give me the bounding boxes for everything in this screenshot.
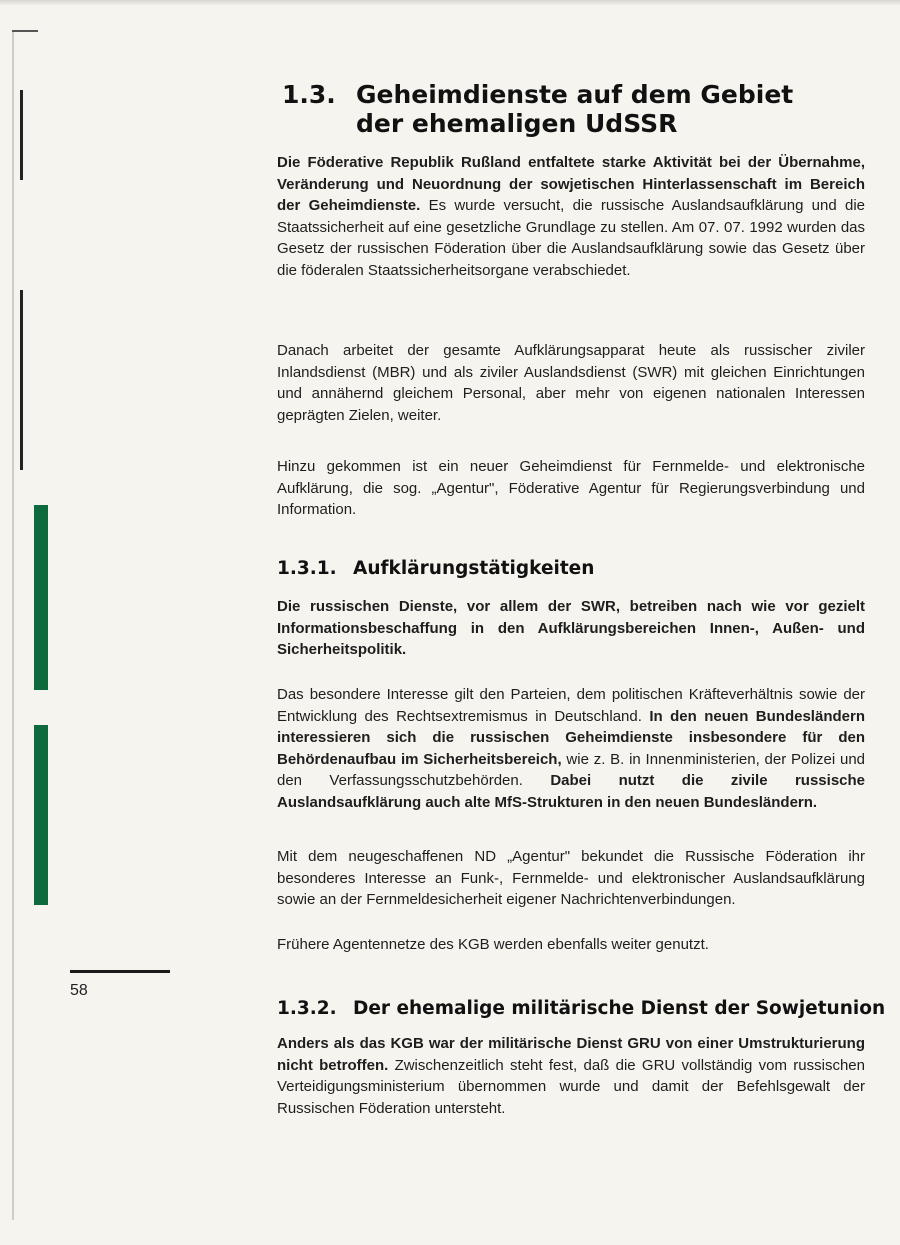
section-1-paragraph-4: Frühere Agentennetze des KGB werden ebenfalls weiter genutzt. [277, 936, 709, 953]
section-number: 1.3.1. [277, 558, 337, 579]
section-1-paragraph-1 [277, 596, 865, 661]
chapter-number: 1.3. [282, 80, 336, 109]
section-1-paragraph-1-bold: Die russischen Dienste, vor allem der SWR, betreiben nach wie vor gezielt Informationsbeschaffung in den Aufklärungsbereichen Innen-, Außen- und Sicherheitspolitik. [277, 598, 865, 658]
section-1-paragraph-2 [277, 684, 865, 813]
intro-paragraph-2: Danach arbeitet der gesamte Aufklärungsapparat heute als russischer ziviler Inlandsdienst (MBR) und als ziviler Auslandsdienst (SWR) mit gleichen Einrichtungen und annähernd gleichem Personal, aber mehr von eigenen nationalen Interessen geprägten Zielen, weiter. [277, 342, 865, 424]
chapter-title-line1: Geheimdienste auf dem Gebiet [356, 80, 794, 109]
section-1-paragraph-2-text-1: Das besondere Interesse gilt den Parteien, dem politischen Kräfteverhältnis sowie der Entwicklung des Rechtsextremismus in Deutschland. [277, 686, 865, 725]
section-1-paragraph-2-bold-2: Dabei nutzt die zivile russische Auslandsaufklärung auch alte MfS-Strukturen in den neuen Bundesländern. [277, 772, 866, 811]
intro-paragraph-1-text: Es wurde versucht, die russische Auslandsaufklärung und die Staatssicherheit auf eine gesetzliche Grundlage zu stellen. Am 07. 07. 1992 wurden das Gesetz der russischen Föderation über die Auslandsaufklärung sowie das Gesetz über die föderalen Staatssicherheitsorgane verabschiedet. [277, 197, 865, 279]
scan-edge-left [12, 30, 14, 1220]
margin-color-bar [34, 725, 48, 905]
section-2-paragraph-1 [277, 1033, 865, 1119]
intro-paragraph-3: Hinzu gekommen ist ein neuer Geheimdienst für Fernmelde- und elektronische Aufklärung, die sog. „Agentur", Föderative Agentur für Regierungsverbindung und Information. [277, 458, 865, 518]
scan-edge-top [0, 0, 900, 6]
intro-paragraph-1 [277, 152, 865, 281]
footer-rule [70, 970, 170, 973]
chapter-title-line2: der ehemaligen UdSSR [356, 109, 678, 138]
section-number: 1.3.2. [277, 998, 337, 1019]
margin-mark [20, 90, 23, 180]
section-title: Der ehemalige militärische Dienst der Sowjetunion [353, 998, 886, 1019]
margin-color-bar [34, 505, 48, 690]
section-2-paragraph-1-text: Zwischenzeitlich steht fest, daß die GRU vollständig vom russischen Verteidigungsministerium übernommen wurde und damit der Befehlsgewalt der Russischen Föderation untersteht. [277, 1056, 865, 1117]
section-2-paragraph-1-bold: Anders als das KGB war der militärische Dienst GRU von einer Umstrukturierung nicht betroffen. [277, 1035, 865, 1074]
page-number: 58 [70, 982, 88, 999]
intro-paragraph-1-bold: Die Föderative Republik Rußland entfaltete starke Aktivität bei der Übernahme, Veränderung und Neuordnung der sowjetischen Hinterlassenschaft im Bereich der Geheimdienste. [277, 154, 865, 214]
section-1-paragraph-3: Mit dem neugeschaffenen ND „Agentur" bekundet die Russische Föderation ihr besonderes Interesse an Funk-, Fernmelde- und elektronischer Auslandsaufklärung sowie an der Fernmeldesicherheit eigener Nachrichtenverbindungen. [277, 848, 865, 908]
section-1-paragraph-2-bold-1: In den neuen Bundesländern interessieren sich die russischen Geheimdienste insbesondere für den Behördenaufbau im Sicherheitsbereich, [277, 707, 865, 768]
margin-mark [20, 290, 23, 470]
section-1-paragraph-2-text-2: wie z. B. in Innenministerien, der Polizei und den Verfassungsschutzbehörden. [277, 750, 866, 789]
section-title: Aufklärungstätigkeiten [353, 558, 595, 579]
chapter-title-text [356, 80, 856, 138]
corner-mark [12, 30, 38, 32]
